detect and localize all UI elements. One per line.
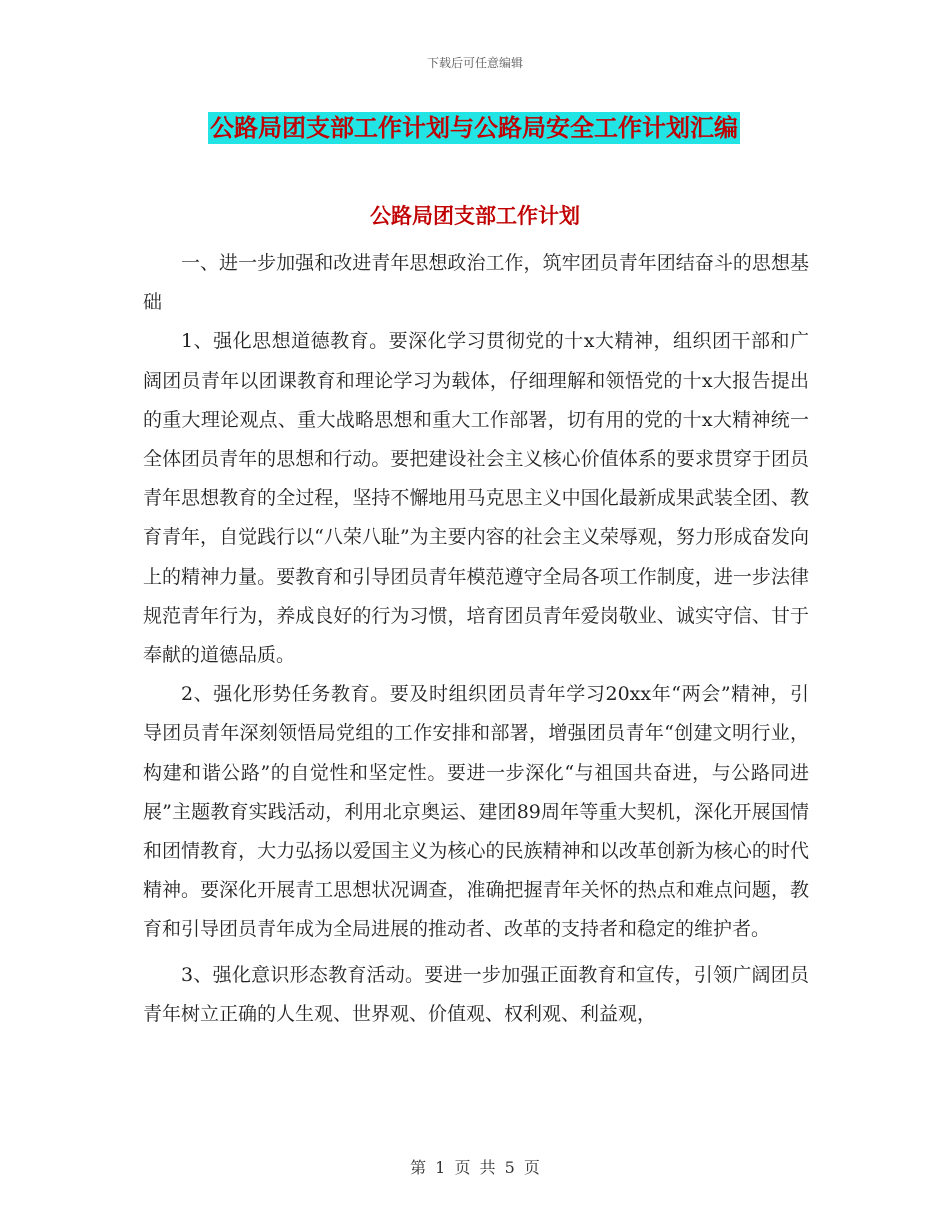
document-title: 公路局团支部工作计划与公路局安全工作计划汇编: [210, 114, 738, 142]
page-footer: 第 1 页 共 5 页: [410, 1158, 540, 1177]
paragraph-item-3: 3、强化意识形态教育活动。要进一步加强正面教育和宣传，引领广阔团员青年树立正确的人生观、世界观、价值观、权利观、利益观，: [143, 963, 809, 1025]
paragraph-heading-1: 一、进一步加强和改进青年思想政治工作，筑牢团员青年团结奋斗的思想基础: [143, 252, 809, 314]
document-body: [143, 244, 809, 1034]
paragraph-item-1: 1、强化思想道德教育。要深化学习贯彻党的十x大精神，组织团干部和广阔团员青年以团课教育和理论学习为载体，仔细理解和领悟党的十x大报告提出的重大理论观点、重大战略思想和重大工作部署，切有用的党的十x大精神统一全体团员青年的思想和行动。要把建设社会主义核心价值体系的要求贯穿于团员青年思想教育的全过程，坚持不懈地用马克思主义中国化最新成果武装全团、教育青年，自觉践行以“八荣八耻”为主要内容的社会主义荣辱观，努力形成奋发向上的精神力量。要教育和引导团员青年模范遵守全局各项工作制度，进一步法律规范青年行为，养成良好的行为习惯，培育团员青年爱岗敬业、诚实守信、甘于奉献的道德品质。: [143, 330, 809, 667]
section-title: 公路局团支部工作计划: [370, 204, 580, 228]
page-header-note: 下载后可任意编辑: [426, 56, 523, 70]
paragraph-item-2: 2、强化形势任务教育。要及时组织团员青年学习20xx年“两会”精神，引导团员青年深刻领悟局党组的工作安排和部署，增强团员青年“创建文明行业，构建和谐公路”的自觉性和坚定性。要进一步深化“与祖国共奋进，与公路同进展”主题教育实践活动，利用北京奥运、建团89周年等重大契机，深化开展国情和团情教育，大力弘扬以爱国主义为核心的民族精神和以改革创新为核心的时代精神。要深化开展青工思想状况调查，准确把握青年关怀的热点和难点问题，教育和引导团员青年成为全局进展的推动者、改革的支持者和稳定的维护者。: [143, 683, 809, 941]
